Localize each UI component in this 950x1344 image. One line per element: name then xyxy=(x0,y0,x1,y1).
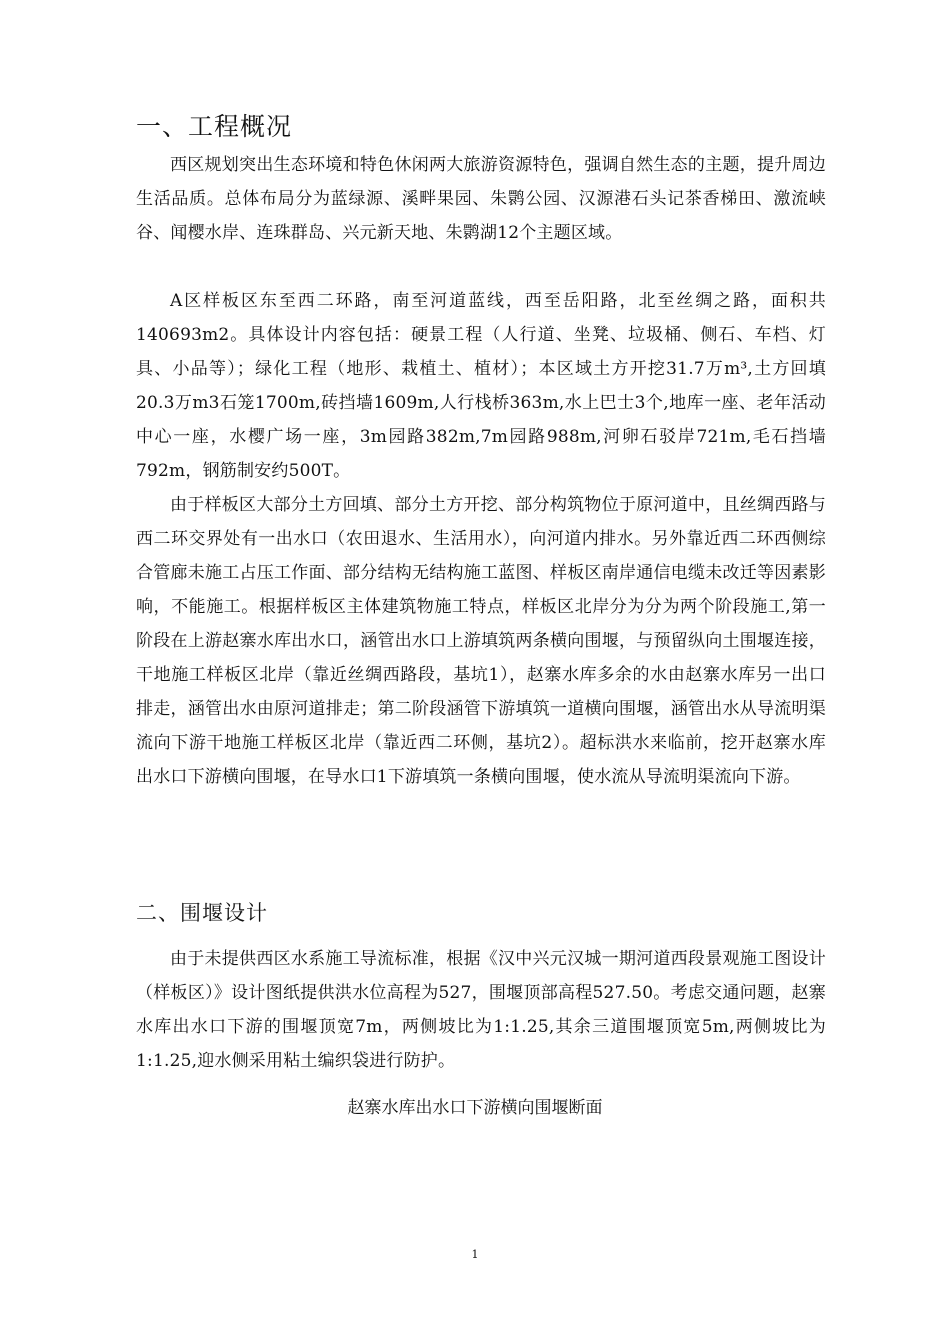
section-heading-overview: 一、工程概况 xyxy=(136,112,293,141)
paragraph-overview-1: 西区规划突出生态环境和特色休闲两大旅游资源特色，强调自然生态的主题，提升周边生活品质。总体布局分为蓝绿源、溪畔果园、朱鹮公园、汉源港石头记茶香梯田、激流峡谷、闻樱水岸、连珠群岛、兴元新天地、朱鹮湖12个主题区域。 xyxy=(136,155,826,243)
figure-caption: 赵寨水库出水口下游横向围堰断面 xyxy=(347,1098,603,1118)
paragraph-cofferdam-design: 由于未提供西区水系施工导流标准，根据《汉中兴元汉城一期河道西段景观施工图设计（样板区）》设计图纸提供洪水位高程为527，围堰顶部高程527.50。考虑交通问题，赵寨水库出水口下游的围堰顶宽7m，两侧坡比为1:1.25,其余三道围堰顶宽5m,两侧坡比为1:1.25,迎水侧采用粘土编织袋进行防护。 xyxy=(136,949,826,1071)
page-number: 1 xyxy=(471,1248,479,1261)
paragraph-overview-3: 由于样板区大部分土方回填、部分土方开挖、部分构筑物位于原河道中，且丝绸西路与西二环交界处有一出水口（农田退水、生活用水），向河道内排水。另外靠近西二环西侧综合管廊未施工占压工作面、部分结构无结构施工蓝图、样板区南岸通信电缆未改迁等因素影响，不能施工。根据样板区主体建筑物施工特点，样板区北岸分为分为两个阶段施工,第一阶段在上游赵寨水库出水口，涵管出水口上游填筑两条横向围堰，与预留纵向土围堰连接，干地施工样板区北岸（靠近丝绸西路段，基坑1），赵寨水库多余的水由赵寨水库另一出口排走，涵管出水由原河道排走；第二阶段涵管下游填筑一道横向围堰，涵管出水从导流明渠流向下游干地施工样板区北岸（靠近西二环侧，基坑2）。超标洪水来临前，挖开赵寨水库出水口下游横向围堰，在导水口1下游填筑一条横向围堰，使水流从导流明渠流向下游。 xyxy=(136,495,826,787)
section-heading-cofferdam-design: 二、围堰设计 xyxy=(136,901,268,925)
paragraph-overview-2: A区样板区东至西二环路，南至河道蓝线，西至岳阳路，北至丝绸之路，面积共140693m2。具体设计内容包括：硬景工程（人行道、坐凳、垃圾桶、侧石、车档、灯具、小品等）；绿化工程（地形、栽植土、植材）；本区域土方开挖31.7万m³,土方回填20.3万m3石笼1700m,砖挡墙1609m,人行栈桥363m,水上巴士3个,地库一座、老年活动中心一座，水樱广场一座，3m园路382m,7m园路988m,河卵石驳岸721m,毛石挡墙792m，钢筋制安约500T。 xyxy=(136,291,826,481)
